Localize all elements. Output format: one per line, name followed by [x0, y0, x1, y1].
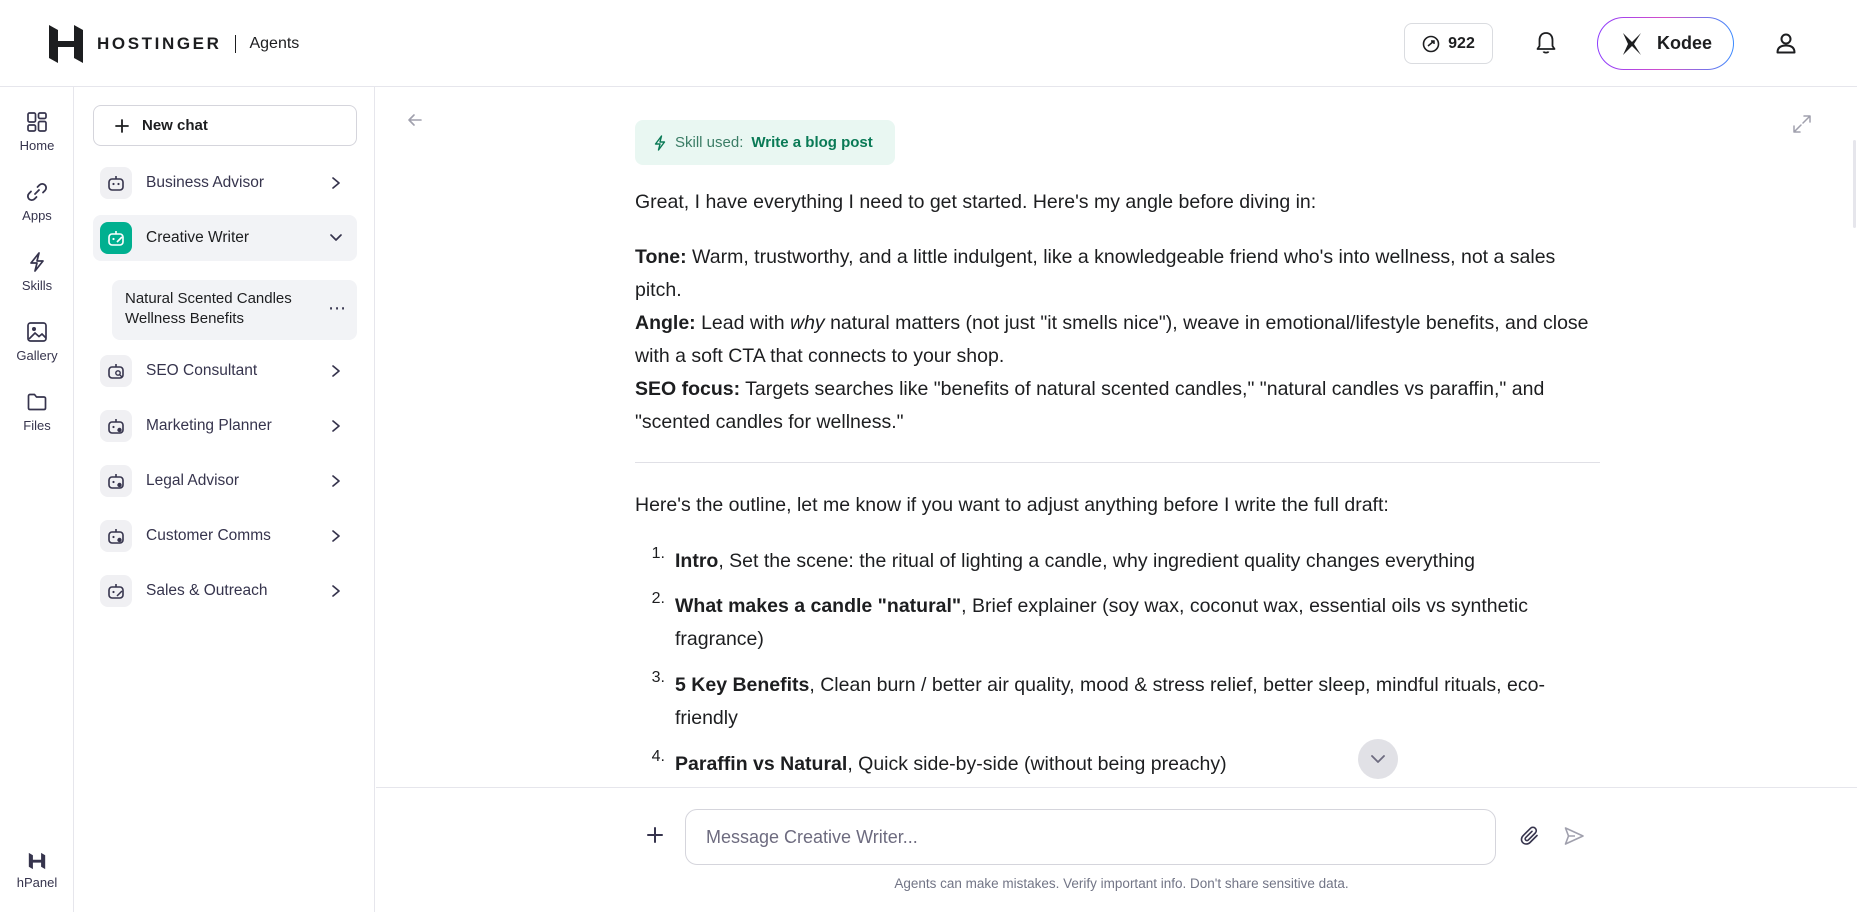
credits-icon [1422, 35, 1440, 53]
more-options-icon[interactable]: ⋯ [328, 298, 347, 318]
chevron-right-icon [321, 176, 351, 190]
chevron-right-icon [321, 529, 351, 543]
user-account-icon[interactable] [1774, 31, 1798, 55]
list-number: 3. [651, 669, 665, 686]
skill-used-badge [635, 120, 895, 165]
bell-icon [1535, 31, 1557, 55]
list-number: 2. [651, 590, 665, 607]
chevron-right-icon [321, 474, 351, 488]
angle-text-a: Lead with [695, 312, 790, 334]
image-icon [26, 321, 48, 343]
agent-label: Marketing Planner [146, 417, 272, 434]
scroll-to-bottom-button[interactable] [1358, 739, 1398, 779]
composer [376, 787, 1857, 912]
list-desc: , Set the scene: the ritual of lighting a candle, why ingredient quality changes everything [718, 550, 1475, 572]
agents-sidebar [75, 87, 375, 912]
credits-button[interactable] [1404, 23, 1493, 64]
disclaimer-text: Agents can make mistakes. Verify important info. Don't share sensitive data. [894, 876, 1349, 891]
new-chat-button[interactable] [93, 105, 357, 146]
nav-home-label: Home [19, 138, 55, 153]
agent-label: Business Advisor [146, 174, 265, 191]
link-icon [26, 181, 48, 203]
brand-subtitle: Agents [249, 35, 300, 52]
agent-label: Customer Comms [146, 527, 271, 544]
list-title: 5 Key Benefits [675, 674, 810, 696]
bolt-icon [653, 135, 667, 151]
chevron-down-icon [1370, 754, 1386, 764]
agent-business-advisor[interactable] [93, 160, 357, 206]
add-attachment-icon[interactable] [644, 824, 666, 846]
robot-icon [100, 410, 132, 442]
outline-intro: Here's the outline, let me know if you want to adjust anything before I write the full draft: [635, 494, 1389, 516]
list-title: What makes a candle "natural" [675, 595, 962, 617]
scrollbar[interactable] [1853, 140, 1856, 228]
agent-label: Legal Advisor [146, 472, 240, 489]
chevron-down-icon [321, 233, 351, 243]
robot-edit-icon [100, 222, 132, 254]
list-title: Paraffin vs Natural [675, 753, 848, 775]
angle-text-em: why [789, 312, 825, 334]
chevron-right-icon [321, 364, 351, 378]
left-navigation [0, 87, 74, 912]
expand-icon[interactable] [1792, 114, 1812, 134]
skill-used-prefix: Skill used: [675, 134, 744, 151]
bolt-icon [26, 251, 48, 273]
new-chat-label: New chat [142, 117, 208, 134]
chevron-right-icon [321, 419, 351, 433]
kodee-icon [1619, 31, 1645, 57]
grid-icon [26, 111, 48, 133]
nav-hpanel[interactable] [0, 852, 74, 908]
agent-sales-outreach[interactable] [93, 568, 357, 614]
seo-label: SEO focus: [635, 378, 741, 400]
tone-paragraph [635, 241, 1600, 307]
list-text [675, 590, 1580, 656]
list-text [675, 545, 1580, 578]
list-item [635, 669, 1600, 735]
list-desc: , Quick side-by-side (without being preachy) [847, 753, 1227, 775]
agent-creative-writer[interactable] [93, 215, 357, 261]
robot-icon [100, 575, 132, 607]
brand-separator [235, 35, 236, 53]
send-icon[interactable] [1563, 825, 1585, 847]
nav-skills[interactable] [0, 251, 74, 307]
hostinger-logo-icon [49, 25, 83, 63]
plus-icon [114, 118, 130, 134]
list-title: Intro [675, 550, 719, 572]
list-text [675, 669, 1580, 735]
conversation-title: Natural Scented Candles Wellness Benefits [125, 290, 292, 327]
kodee-button[interactable] [1597, 17, 1734, 70]
chat-panel [376, 87, 1857, 787]
list-desc: , Brief explainer (soy wax, coconut wax, essential oils vs synthetic fragrance) [675, 595, 1528, 650]
brand-name: HOSTINGER [97, 34, 222, 53]
tone-label: Tone: [635, 246, 687, 268]
notifications-button[interactable] [1533, 29, 1559, 57]
robot-icon [100, 520, 132, 552]
credits-count: 922 [1448, 34, 1475, 52]
agent-legal-advisor[interactable] [93, 458, 357, 504]
robot-icon [100, 167, 132, 199]
list-item [635, 748, 1600, 781]
agent-customer-comms[interactable] [93, 513, 357, 559]
hostinger-small-logo-icon [28, 852, 46, 870]
kodee-label: Kodee [1656, 33, 1712, 53]
message-input[interactable] [685, 809, 1496, 865]
conversation-item-active[interactable] [112, 280, 357, 340]
brand[interactable] [49, 24, 299, 64]
nav-files[interactable] [0, 391, 74, 447]
nav-apps-label: Apps [22, 208, 52, 223]
agent-marketing-planner[interactable] [93, 403, 357, 449]
angle-text-b: natural matters (not just "it smells nice"), weave in emotional/lifestyle benefits, and close with a soft CTA that connects to your shop. [635, 312, 1589, 367]
list-text [675, 748, 1580, 781]
skill-name: Write a blog post [751, 134, 873, 151]
seo-text: Targets searches like "benefits of natural scented candles," "natural candles vs paraffin," and "scented candles for wellness." [635, 378, 1545, 433]
list-number: 4. [651, 748, 665, 765]
agent-seo-consultant[interactable] [93, 348, 357, 394]
tone-text: Warm, trustworthy, and a little indulgent, like a knowledgeable friend who's into wellness, not a sales pitch. [635, 246, 1556, 301]
agent-label: Creative Writer [146, 229, 250, 246]
robot-search-icon [100, 355, 132, 387]
divider [635, 462, 1600, 463]
nav-home[interactable] [0, 111, 74, 167]
chevron-right-icon [321, 584, 351, 598]
robot-icon [100, 465, 132, 497]
top-bar [0, 0, 1857, 87]
agent-label: Sales & Outreach [146, 582, 268, 599]
agent-label: SEO Consultant [146, 362, 258, 379]
angle-label: Angle: [635, 312, 696, 334]
list-item [635, 545, 1600, 578]
list-item [635, 590, 1600, 656]
folder-icon [26, 391, 48, 413]
paperclip-icon[interactable] [1519, 825, 1541, 847]
nav-files-label: Files [23, 418, 51, 433]
nav-skills-label: Skills [21, 278, 53, 293]
nav-gallery[interactable] [0, 321, 74, 377]
angle-paragraph [635, 307, 1600, 373]
nav-gallery-label: Gallery [16, 348, 58, 363]
back-arrow-icon[interactable] [405, 110, 425, 130]
nav-apps[interactable] [0, 181, 74, 237]
message-intro: Great, I have everything I need to get started. Here's my angle before diving in: [635, 191, 1317, 213]
list-number: 1. [651, 545, 665, 562]
nav-hpanel-label: hPanel [16, 875, 58, 890]
list-desc: , Clean burn / better air quality, mood & stress relief, better sleep, mindful rituals, eco-friendly [675, 674, 1545, 729]
seo-paragraph [635, 373, 1600, 439]
